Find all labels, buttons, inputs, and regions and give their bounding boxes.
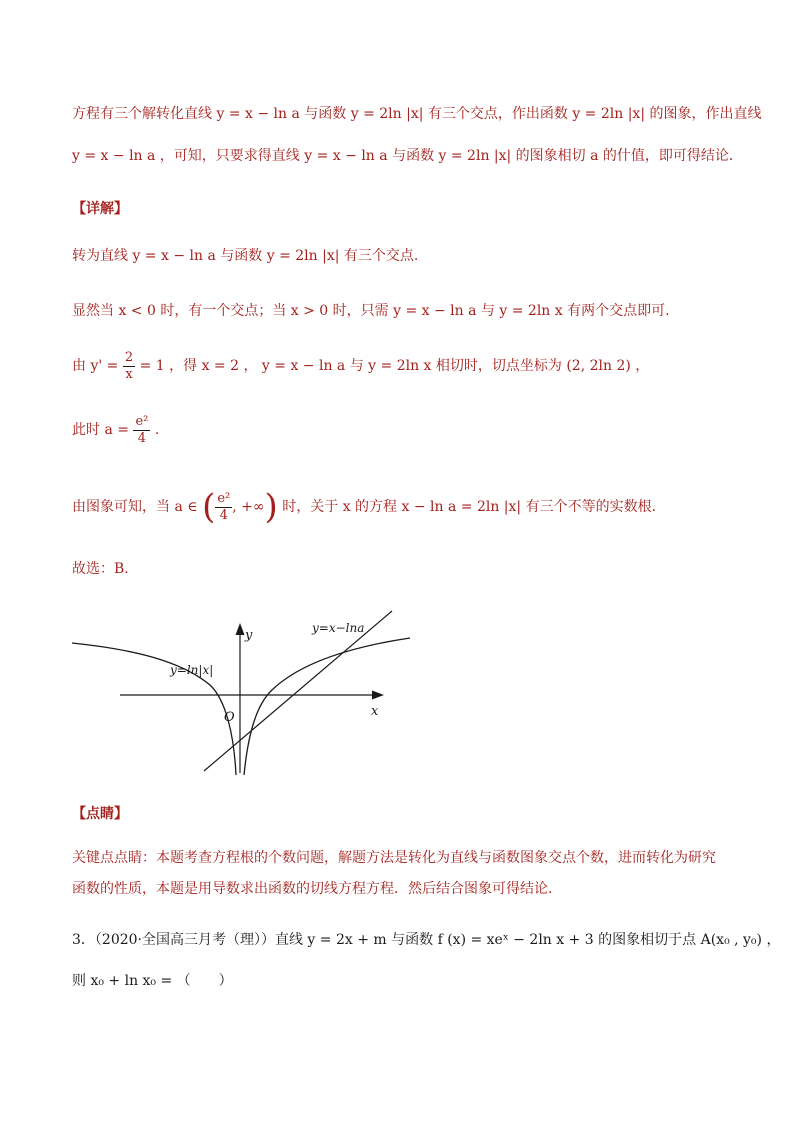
detail-line-1: 转为直线 y = x − ln a 与函数 y = 2ln |x| 有三个交点. (72, 248, 419, 264)
detail-line-5-pre: 由图象可知，当 a ∈ (72, 499, 198, 515)
x-axis-arrow (372, 691, 384, 700)
detail-line-4-post: . (154, 422, 160, 438)
a-value-fraction (133, 414, 150, 447)
detail-line-4 (72, 410, 159, 450)
y-axis-arrow (236, 623, 245, 635)
comment-line-2: 函数的性质，本题是用导数求出函数的切线方程方程．然后结合图象可得结论． (72, 881, 562, 897)
hint-line-1: 方程有三个解转化直线 y = x − ln a 与函数 y = 2ln |x| 有三个交点，作出函数 y = 2ln |x| 的图象，作出直线 (72, 106, 762, 122)
tangent-line (204, 611, 392, 771)
detail-line-3 (72, 346, 649, 386)
interval-open-paren: ( (202, 487, 216, 527)
detail-line-4-pre: 此时 a = (72, 422, 129, 438)
function-graph (60, 605, 420, 785)
detail-line-3-post: = 1 ，得 x = 2 ， y = x − ln a 与 y = 2ln x 相切时，切点坐标为 (2, 2ln 2) ， (139, 358, 650, 374)
comment-header: 【点睛】 (72, 806, 128, 822)
detail-header: 【详解】 (72, 201, 128, 217)
question-line-2: 则 x₀ + ln x₀ = （ ） (72, 973, 233, 989)
a-value-denominator: 4 (137, 430, 147, 446)
x-axis-label: x (371, 704, 379, 719)
comment-line-1: 关键点点睛：本题考查方程根的个数问题，解题方法是转化为直线与函数图象交点个数，进而转化为研究 (72, 850, 716, 866)
line-label: y=x−lna (312, 621, 365, 635)
question-line-1: 3．（2020·全国高三月考（理））直线 y = 2x + m 与函数 f (x) = xeˣ − 2ln x + 3 的图象相切于点 A(x₀ , y₀) ， (72, 932, 781, 948)
interval-close-paren: ) (264, 487, 278, 527)
curve-label: y=ln|x| (170, 663, 214, 677)
curve-right-branch (244, 638, 410, 775)
y-axis-label: y (245, 628, 253, 643)
interval-fraction (215, 491, 232, 524)
a-value-numerator: e² (135, 413, 149, 429)
interval-upper: , +∞ (232, 499, 265, 515)
origin-label: O (224, 710, 235, 725)
derivative-fraction (123, 350, 135, 383)
hint-line-2: y = x − ln a ，可知，只要求得直线 y = x − ln a 与函数 y = 2ln |x| 的图象相切 a 的什值，即可得结论． (72, 148, 743, 164)
interval-fraction-numerator: e² (217, 490, 231, 506)
interval-fraction-denominator: 4 (219, 507, 228, 523)
derivative-fraction-numerator: 2 (124, 349, 134, 365)
detail-line-5 (72, 485, 666, 529)
detail-answer: 故选：B． (72, 561, 139, 577)
detail-line-5-post: 时，关于 x 的方程 x − ln a = 2ln |x| 有三个不等的实数根． (282, 499, 666, 515)
detail-line-2: 显然当 x < 0 时，有一个交点；当 x > 0 时，只需 y = x − ln a 与 y = 2ln x 有两个交点即可. (72, 303, 670, 319)
derivative-fraction-denominator: x (125, 366, 133, 382)
detail-line-3-pre: 由 y' = (72, 358, 119, 374)
